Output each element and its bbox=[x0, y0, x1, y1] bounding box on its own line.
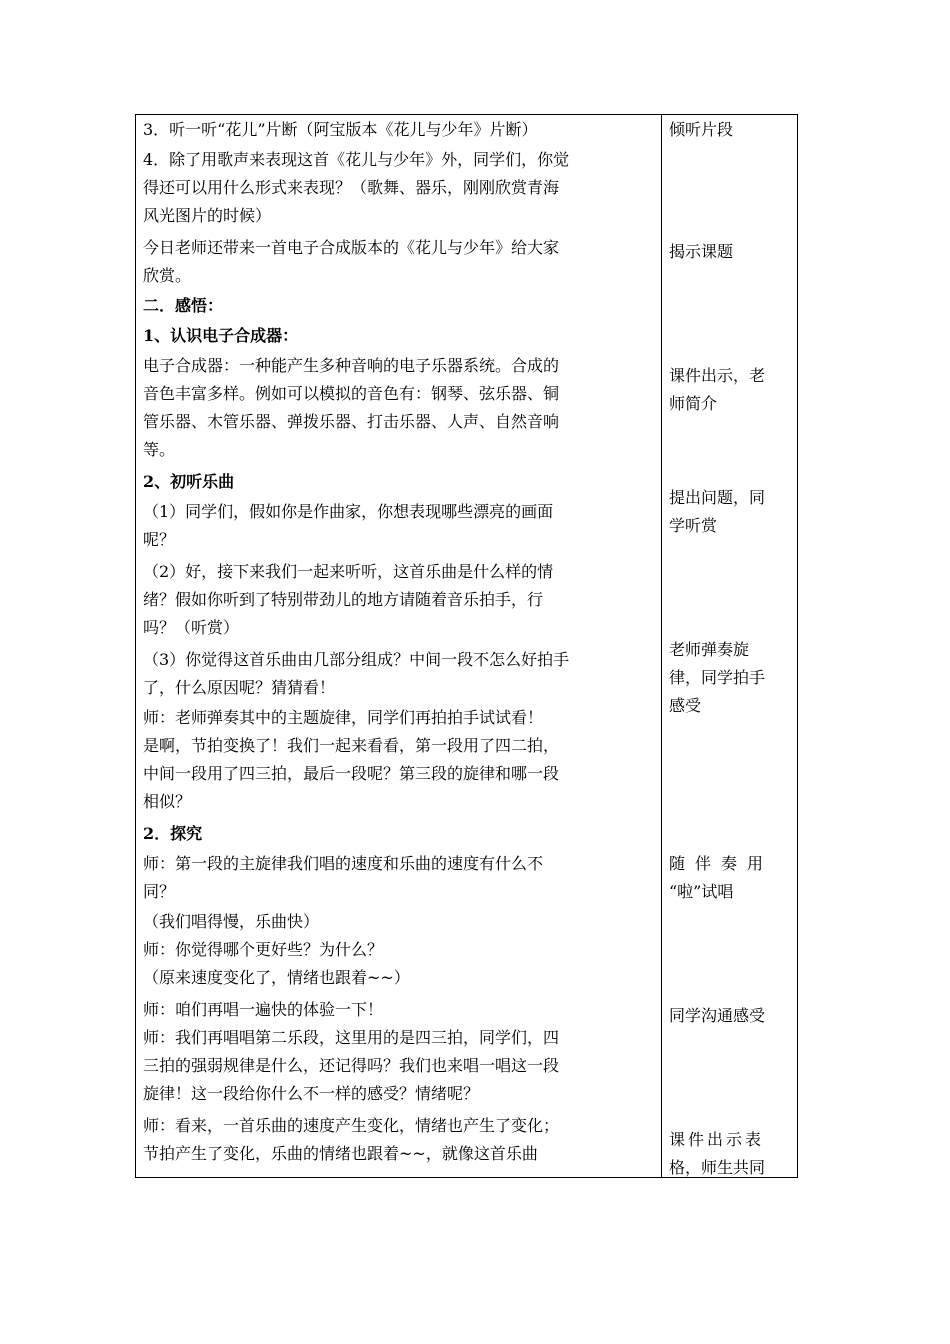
text-line: 得还可以用什么形式来表现？（歌舞、器乐，刚刚欣赏青海 bbox=[143, 178, 560, 197]
section-heading: 1、认识电子合成器： bbox=[143, 326, 299, 345]
text-line: 师：老师弹奏其中的主题旋律，同学们再拍拍手试试看！ bbox=[143, 708, 544, 727]
text-line: 中间一段用了四三拍，最后一段呢？第三段的旋律和哪一段 bbox=[143, 764, 560, 783]
text-line: 旋律！这一段给你什么不一样的感受？情绪呢？ bbox=[143, 1084, 480, 1103]
note-line: 格，师生共同 bbox=[669, 1158, 766, 1177]
note-line: 师简介 bbox=[669, 394, 718, 413]
text-line: （3）你觉得这首乐曲由几部分组成？中间一段不怎么好拍手 bbox=[143, 650, 570, 669]
note-line: 感受 bbox=[669, 696, 702, 715]
text-line: 绪？假如你听到了特别带劲儿的地方请随着音乐拍手，行 bbox=[143, 590, 544, 609]
note-line: 随伴奏用 bbox=[669, 854, 774, 873]
note-line: 课件出示，老 bbox=[669, 366, 766, 385]
note-line: 律，同学拍手 bbox=[669, 668, 766, 687]
text-line: 师：第一段的主旋律我们唱的速度和乐曲的速度有什么不 bbox=[143, 854, 544, 873]
column-divider bbox=[661, 115, 662, 1177]
text-line: 了，什么原因呢？猜猜看！ bbox=[143, 678, 336, 697]
text-line: 吗？（听赏） bbox=[143, 618, 240, 637]
note-line: 老师弹奏旋 bbox=[669, 640, 750, 659]
text-line: （2）好，接下来我们一起来听听，这首乐曲是什么样的情 bbox=[143, 562, 554, 581]
note-line: 学听赏 bbox=[669, 516, 718, 535]
text-line: （原来速度变化了，情绪也跟着~~） bbox=[143, 968, 410, 987]
text-line: 3．听一听“花儿”片断（阿宝版本《花儿与少年》片断） bbox=[143, 120, 538, 139]
text-line: 师：我们再唱唱第二乐段，这里用的是四三拍，同学们，四 bbox=[143, 1028, 560, 1047]
text-line: （1）同学们，假如你是作曲家，你想表现哪些漂亮的画面 bbox=[143, 502, 554, 521]
note-line: “啦”试唱 bbox=[669, 882, 734, 901]
text-line: 同？ bbox=[143, 882, 176, 901]
section-heading: 2．探究 bbox=[143, 824, 203, 843]
note-line: 课件出示表 bbox=[669, 1130, 765, 1149]
text-line: 相似？ bbox=[143, 792, 192, 811]
lesson-table bbox=[135, 114, 798, 1178]
section-heading: 2、初听乐曲 bbox=[143, 472, 235, 491]
text-line: 是啊，节拍变换了！我们一起来看看，第一段用了四二拍， bbox=[143, 736, 560, 755]
text-line: 电子合成器：一种能产生多种音响的电子乐器系统。合成的 bbox=[143, 356, 560, 375]
note-line: 揭示课题 bbox=[669, 242, 734, 261]
text-line: （我们唱得慢，乐曲快） bbox=[143, 912, 320, 931]
text-line: 等。 bbox=[143, 440, 176, 459]
text-line: 欣赏。 bbox=[143, 266, 192, 285]
text-line: 节拍产生了变化，乐曲的情绪也跟着~~，就像这首乐曲 bbox=[143, 1144, 538, 1163]
text-line: 三拍的强弱规律是什么，还记得吗？我们也来唱一唱这一段 bbox=[143, 1056, 560, 1075]
text-line: 呢？ bbox=[143, 530, 176, 549]
section-heading: 二．感悟： bbox=[143, 296, 224, 315]
note-line: 同学沟通感受 bbox=[669, 1006, 766, 1025]
text-line: 风光图片的时候） bbox=[143, 206, 272, 225]
text-line: 师：看来，一首乐曲的速度产生变化，情绪也产生了变化； bbox=[143, 1116, 560, 1135]
note-line: 倾听片段 bbox=[669, 120, 734, 139]
text-line: 4．除了用歌声来表现这首《花儿与少年》外，同学们，你觉 bbox=[143, 150, 570, 169]
text-line: 今日老师还带来一首电子合成版本的《花儿与少年》给大家 bbox=[143, 238, 560, 257]
text-line: 音色丰富多样。例如可以模拟的音色有：钢琴、弦乐器、铜 bbox=[143, 384, 560, 403]
note-line: 提出问题，同 bbox=[669, 488, 766, 507]
text-line: 师：你觉得哪个更好些？为什么？ bbox=[143, 940, 384, 959]
text-line: 管乐器、木管乐器、弹拨乐器、打击乐器、人声、自然音响 bbox=[143, 412, 560, 431]
text-line: 师：咱们再唱一遍快的体验一下！ bbox=[143, 1000, 384, 1019]
